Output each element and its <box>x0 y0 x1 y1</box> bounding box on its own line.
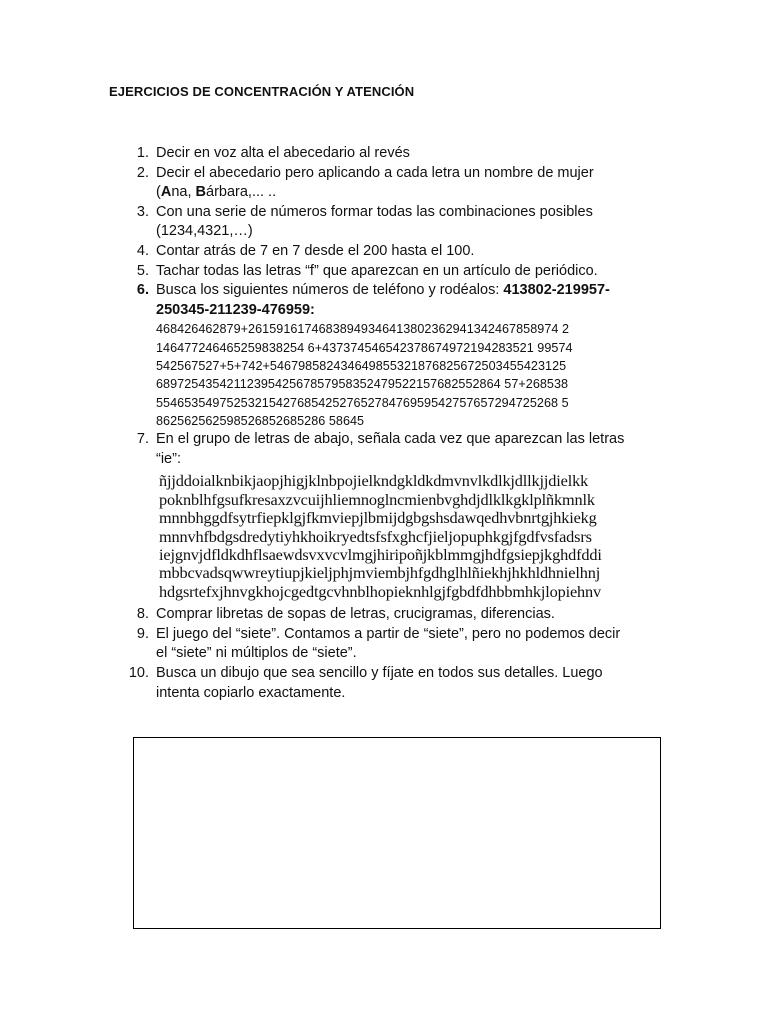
digit-line: 6897254354211239542567857958352479522157682552864 57+268538 <box>156 377 569 392</box>
item-text: Busca los siguientes números de teléfono y rodéalos: <box>156 282 504 299</box>
item-text-continued: el “siete” ni múltiplos de “siete”. <box>156 645 357 662</box>
item-text-continued: intenta copiarlo exactamente. <box>156 684 346 701</box>
item-number: 8. <box>136 606 149 623</box>
item-number: 2. <box>136 164 149 181</box>
digit-line: 468426462879+26159161746838949346413802362941342467858974 2 <box>156 322 570 337</box>
item-number: 5. <box>136 262 149 279</box>
exercise-list <box>127 144 667 703</box>
list-item <box>127 281 667 430</box>
item-number: 9. <box>136 625 149 642</box>
item-number: 4. <box>136 242 149 259</box>
item-text-continued: (1234,4321,…) <box>156 223 253 240</box>
letter-line: mnnvhfbdgsdredytiyhkhoikryedtsfsfxghcfjieljopuphkgjfgdfvsfadsrs <box>159 526 592 546</box>
item-text: El juego del “siete”. Contamos a partir de “siete”, pero no podemos decir <box>156 625 621 642</box>
item-number: 7. <box>136 431 149 448</box>
item-text: Tachar todas las letras “f” que aparezcan en un artículo de periódico. <box>156 262 598 279</box>
letter-line: ñjjddoialknbikjaopjhigjklnbpojielkndgkldkdmvnvlkdlkjdllkjjdielkk <box>159 471 589 491</box>
list-item <box>127 430 667 469</box>
list-item <box>127 242 667 262</box>
list-item <box>127 625 667 664</box>
list-item <box>127 144 667 164</box>
item-text: Decir el abecedario pero aplicando a cada letra un nombre de mujer <box>156 164 594 181</box>
item-text: Contar atrás de 7 en 7 desde el 200 hasta el 100. <box>156 242 475 259</box>
item-text: Decir en voz alta el abecedario al revés <box>156 145 410 161</box>
list-item <box>127 164 667 203</box>
item-text: Con una serie de números formar todas las combinaciones posibles <box>156 203 593 220</box>
digit-block <box>156 320 667 430</box>
letter-line: iejgnvjdfldkdhflsaewdsvxvcvlmgjhiripoñjkblmmgjhdfgsiepjkghdfddi <box>159 544 602 564</box>
item-number: 10. <box>128 664 149 681</box>
list-item <box>127 605 667 625</box>
digit-line: 554653549752532154276854252765278476959542757657294725268 5 <box>156 395 569 410</box>
phone-numbers-bold: 413802-219957- <box>503 282 610 299</box>
item-number: 3. <box>136 203 149 220</box>
list-item <box>127 664 667 703</box>
item-number: 1. <box>136 145 149 161</box>
item-text: Comprar libretas de sopas de letras, crucigramas, diferencias. <box>156 606 555 623</box>
digit-line: 862562562598526852685286 58645 <box>156 413 365 428</box>
letter-line: poknblhfgsufkresaxzvcuijhliemnoglncmienbvghdjdlklkgklplñkmnlk <box>159 489 595 509</box>
digit-line: 542567527+5+742+546798582434649855321876825672503455423125 <box>156 358 567 373</box>
item-text: En el grupo de letras de abajo, señala cada vez que aparezcan las letras <box>156 431 625 448</box>
letter-line: mnnbhggdfsytrfiepklgjfkmviepjlbmijdgbgshsdawqedhvbnrtgjhkiekg <box>159 508 597 528</box>
drawing-box <box>133 737 661 929</box>
page-title: EJERCICIOS DE CONCENTRACIÓN Y ATENCIÓN <box>109 84 415 99</box>
list-item <box>127 262 667 282</box>
letter-line: hdgsrtefxjhnvgkhojcgedtgcvhnblhopieknhlgjfgbdfdhbbmhkjlopiehnv <box>159 581 601 601</box>
item-text-continued: (Ana, Bárbara,... .. <box>156 184 277 201</box>
list-item <box>127 203 667 242</box>
item-text: Busca un dibujo que sea sencillo y fíjate en todos sus detalles. Luego <box>156 664 603 681</box>
item-number: 6. <box>136 282 149 299</box>
item-text-continued: “ie”: <box>156 450 181 467</box>
letter-grid <box>127 472 667 601</box>
digit-line: 146477246465259838254 6+437374546542378674972194283521 99574 <box>156 340 573 355</box>
letter-line: mbbcvadsqwwreytiupjkieljphjmviembjhfgdhglhlñiekhjhkhldhnielhnj <box>159 563 601 583</box>
phone-numbers-bold-continued: 250345-211239-476959: <box>156 301 315 318</box>
